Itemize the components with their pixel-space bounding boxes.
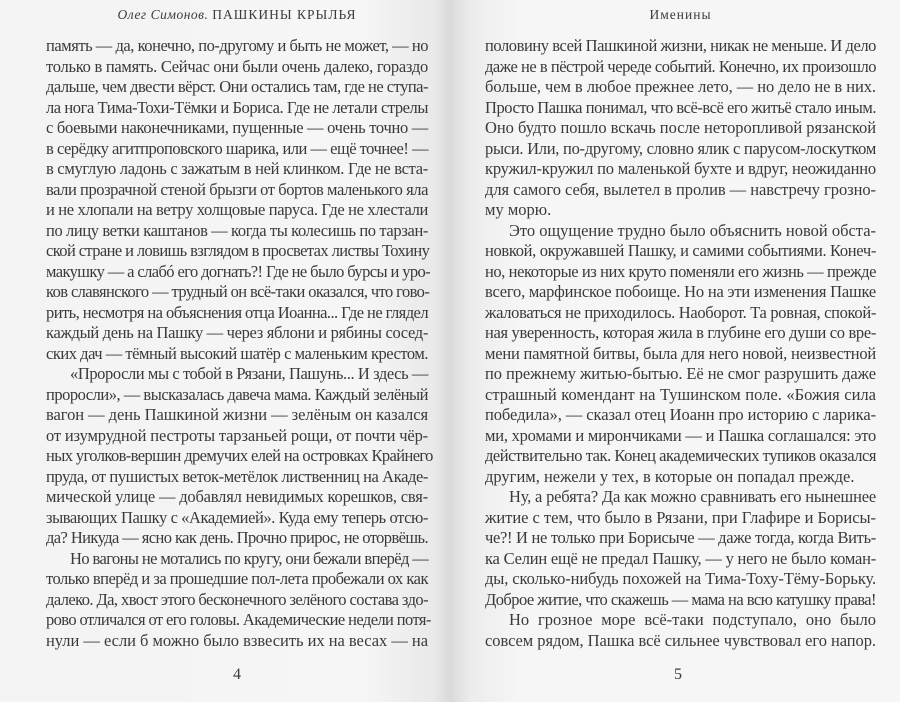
text-line: че?! И не только при Борисыче — даже тогда, когда Вить- [485,528,876,547]
text-line: рить, несмотря на объяснения отца Иоанна... Где не глядел [46,302,428,322]
text-line: больше, чем в любое прежнее лето, — но дело не в них. [485,77,876,96]
text-line: да? Никуда — ясно как день. Прочно прирос, не оторвёшь. [46,528,428,547]
text-line: мической улице — добавлял невидимых корешков, свя- [46,487,428,506]
page-number-left: 4 [233,666,241,683]
text-line: для самого себя, вылетел в пролив — навстречу грозно- [485,179,876,199]
text-line: житие с тем, что было в Рязани, при Глафире и Борисы- [485,507,876,527]
text-line: нули — если б можно было взвесить их на весах — на [46,630,428,650]
text-line: мени памятной битвы, была для него новой, неизвестной [485,343,876,363]
text-line: ми, хромами и мирончиками — и Пашка соглашался: это [485,425,876,445]
text-line: другим, нежели у тех, в которые он попадал прежде. [485,466,855,486]
right-page-body-text [485,36,876,651]
text-line: победила», — сказал отец Иоанн про историю с ларика- [485,405,876,424]
left-page-body-text [46,36,433,651]
text-line: Ну, а ребята? Да как можно сравнивать его нынешнее [509,487,876,506]
text-line: страшный комендант на Тушинском поле. «Божия сила [485,384,876,404]
text-line: но, некоторые из них круто поменяли его жизнь — прежде [485,261,876,281]
text-line: всего, марфинское побоище. Но на эти изменения Пашке [485,282,876,301]
text-line: Доброе житие, что скажешь — мама на всю катушку права! [485,589,876,609]
text-line: и не хлопали на ветру холщовые паруса. Где не хлестали [46,200,428,219]
text-line: каждый день на Пашку — через яблони и рябины сосед- [46,323,429,342]
text-line: «Проросли мы с тобой в Рязани, Пашунь... И здесь — [70,364,428,383]
text-line: му морю. [485,200,552,219]
text-line: Оно будто пошло вскачь после неторопливой рязанской [485,118,876,137]
running-head-chapter-title: Именины [649,7,712,22]
text-line: жаловаться не приходилось. Наоборот. Та ровная, спокой- [485,302,876,322]
text-line: новкой, окружавшей Пашку, и самими событиями. Конеч- [485,241,876,260]
text-line: дальше, чем двести вёрст. Они остались там, где не ступа- [46,77,428,96]
text-line: совсем рядом, Пашка всё сильнее чувствовал его напор. [485,630,876,650]
text-line: ских дач — тёмный высокий шатёр с маленьким крестом. [46,343,428,363]
text-line: ла нога Тима-Тохи-Тёмки и Бориса. Где не летали стрелы [46,97,428,117]
text-line: кружил-кружил по маленькой бухте и вдруг, неожиданно [485,159,876,178]
text-line: в смуглую ладонь с зажатым в ней клинком. Где не вста- [46,159,428,178]
text-line: даже не в пёстрой череде событий. Конечно, их произошло [485,56,876,76]
text-line: проросли», — высказалась давеча мама. Каждый зелёный [46,384,428,404]
text-line: половину всей Пашкиной жизни, никак не меньше. И дело [485,36,876,55]
page-number-right: 5 [674,666,682,683]
text-line: в серёдку агитпроповского шарика, или — ещё точнее! — [46,138,428,158]
right-running-head [485,0,876,26]
text-line: по лицу ветки каштанов — когда ты колесишь по тарзан- [46,220,428,240]
text-line: рыси. Или, по-другому, словно ялик с парусом-лоскутком [485,138,876,158]
text-line: только вперёд и за прошедшие пол-лета пробежали ох как [46,569,428,588]
text-line: макушку — а слабó его догнать?! Где не было бурсы и уро- [46,261,431,281]
text-line: ков славянского — трудный он всё-таки оказался, что гово- [46,282,430,301]
text-line: ных уголков-вершин дремучих елей на островках Крайнего [46,446,433,465]
text-line: Но грозное море всё-таки подступало, оно было [509,610,876,629]
text-line: Это ощущение трудно было объяснить новой обста- [509,220,876,240]
text-line: далеко. Да, хвост этого бесконечного зелёного состава здо- [46,589,428,609]
running-head-author: Олег Симонов. [117,7,209,22]
text-line: от изумрудной пестроты тарзаньей рощи, от почти чёр- [46,425,428,445]
text-line: с боевыми наконечниками, пущенные — очень точно — [46,118,428,137]
text-line: вали прозрачной стеной брызги от бортов маленького яла [46,179,428,199]
running-head-book-title: ПАШКИНЫ КРЫЛЬЯ [212,7,357,22]
text-line: Просто Пашка понимал, что всё-всё его житьё стало иным. [485,97,876,117]
text-line: рово отличался от его головы. Академические недели потя- [46,610,431,629]
left-running-head [46,0,428,26]
text-line: ской стране и ловишь взглядом в просветах листвы Тохину [46,241,430,260]
text-line: ная уверенность, которая жила в глубине его души со вре- [485,323,876,342]
text-line: по прежнему житью-бытью. Её не смог разрушить даже [485,364,876,383]
text-line: пруда, от пушистых веток-метёлок лиственниц на Акаде- [46,466,428,486]
text-line: Но вагоны не мотались по кругу, они бежали вперёд — [70,548,429,568]
text-line: зывающих Пашку с «Академией». Куда ему теперь отсю- [46,507,428,527]
text-line: действительно так. Конец академических тупиков оказался [485,446,876,465]
text-line: ка Селин ещё не предал Пашку, — у него не было коман- [485,548,876,568]
text-line: ды, сколько-нибудь похожей на Тима-Тоху-Тёму-Борьку. [485,569,876,588]
text-line: вагон — день Пашкиной жизни — зелёным он казался [46,405,428,424]
text-line: память — да, конечно, по-другому и быть не может, — но [46,36,428,55]
text-line: только в память. Сейчас они были очень далеко, гораздо [46,56,428,76]
right-page [452,0,900,702]
